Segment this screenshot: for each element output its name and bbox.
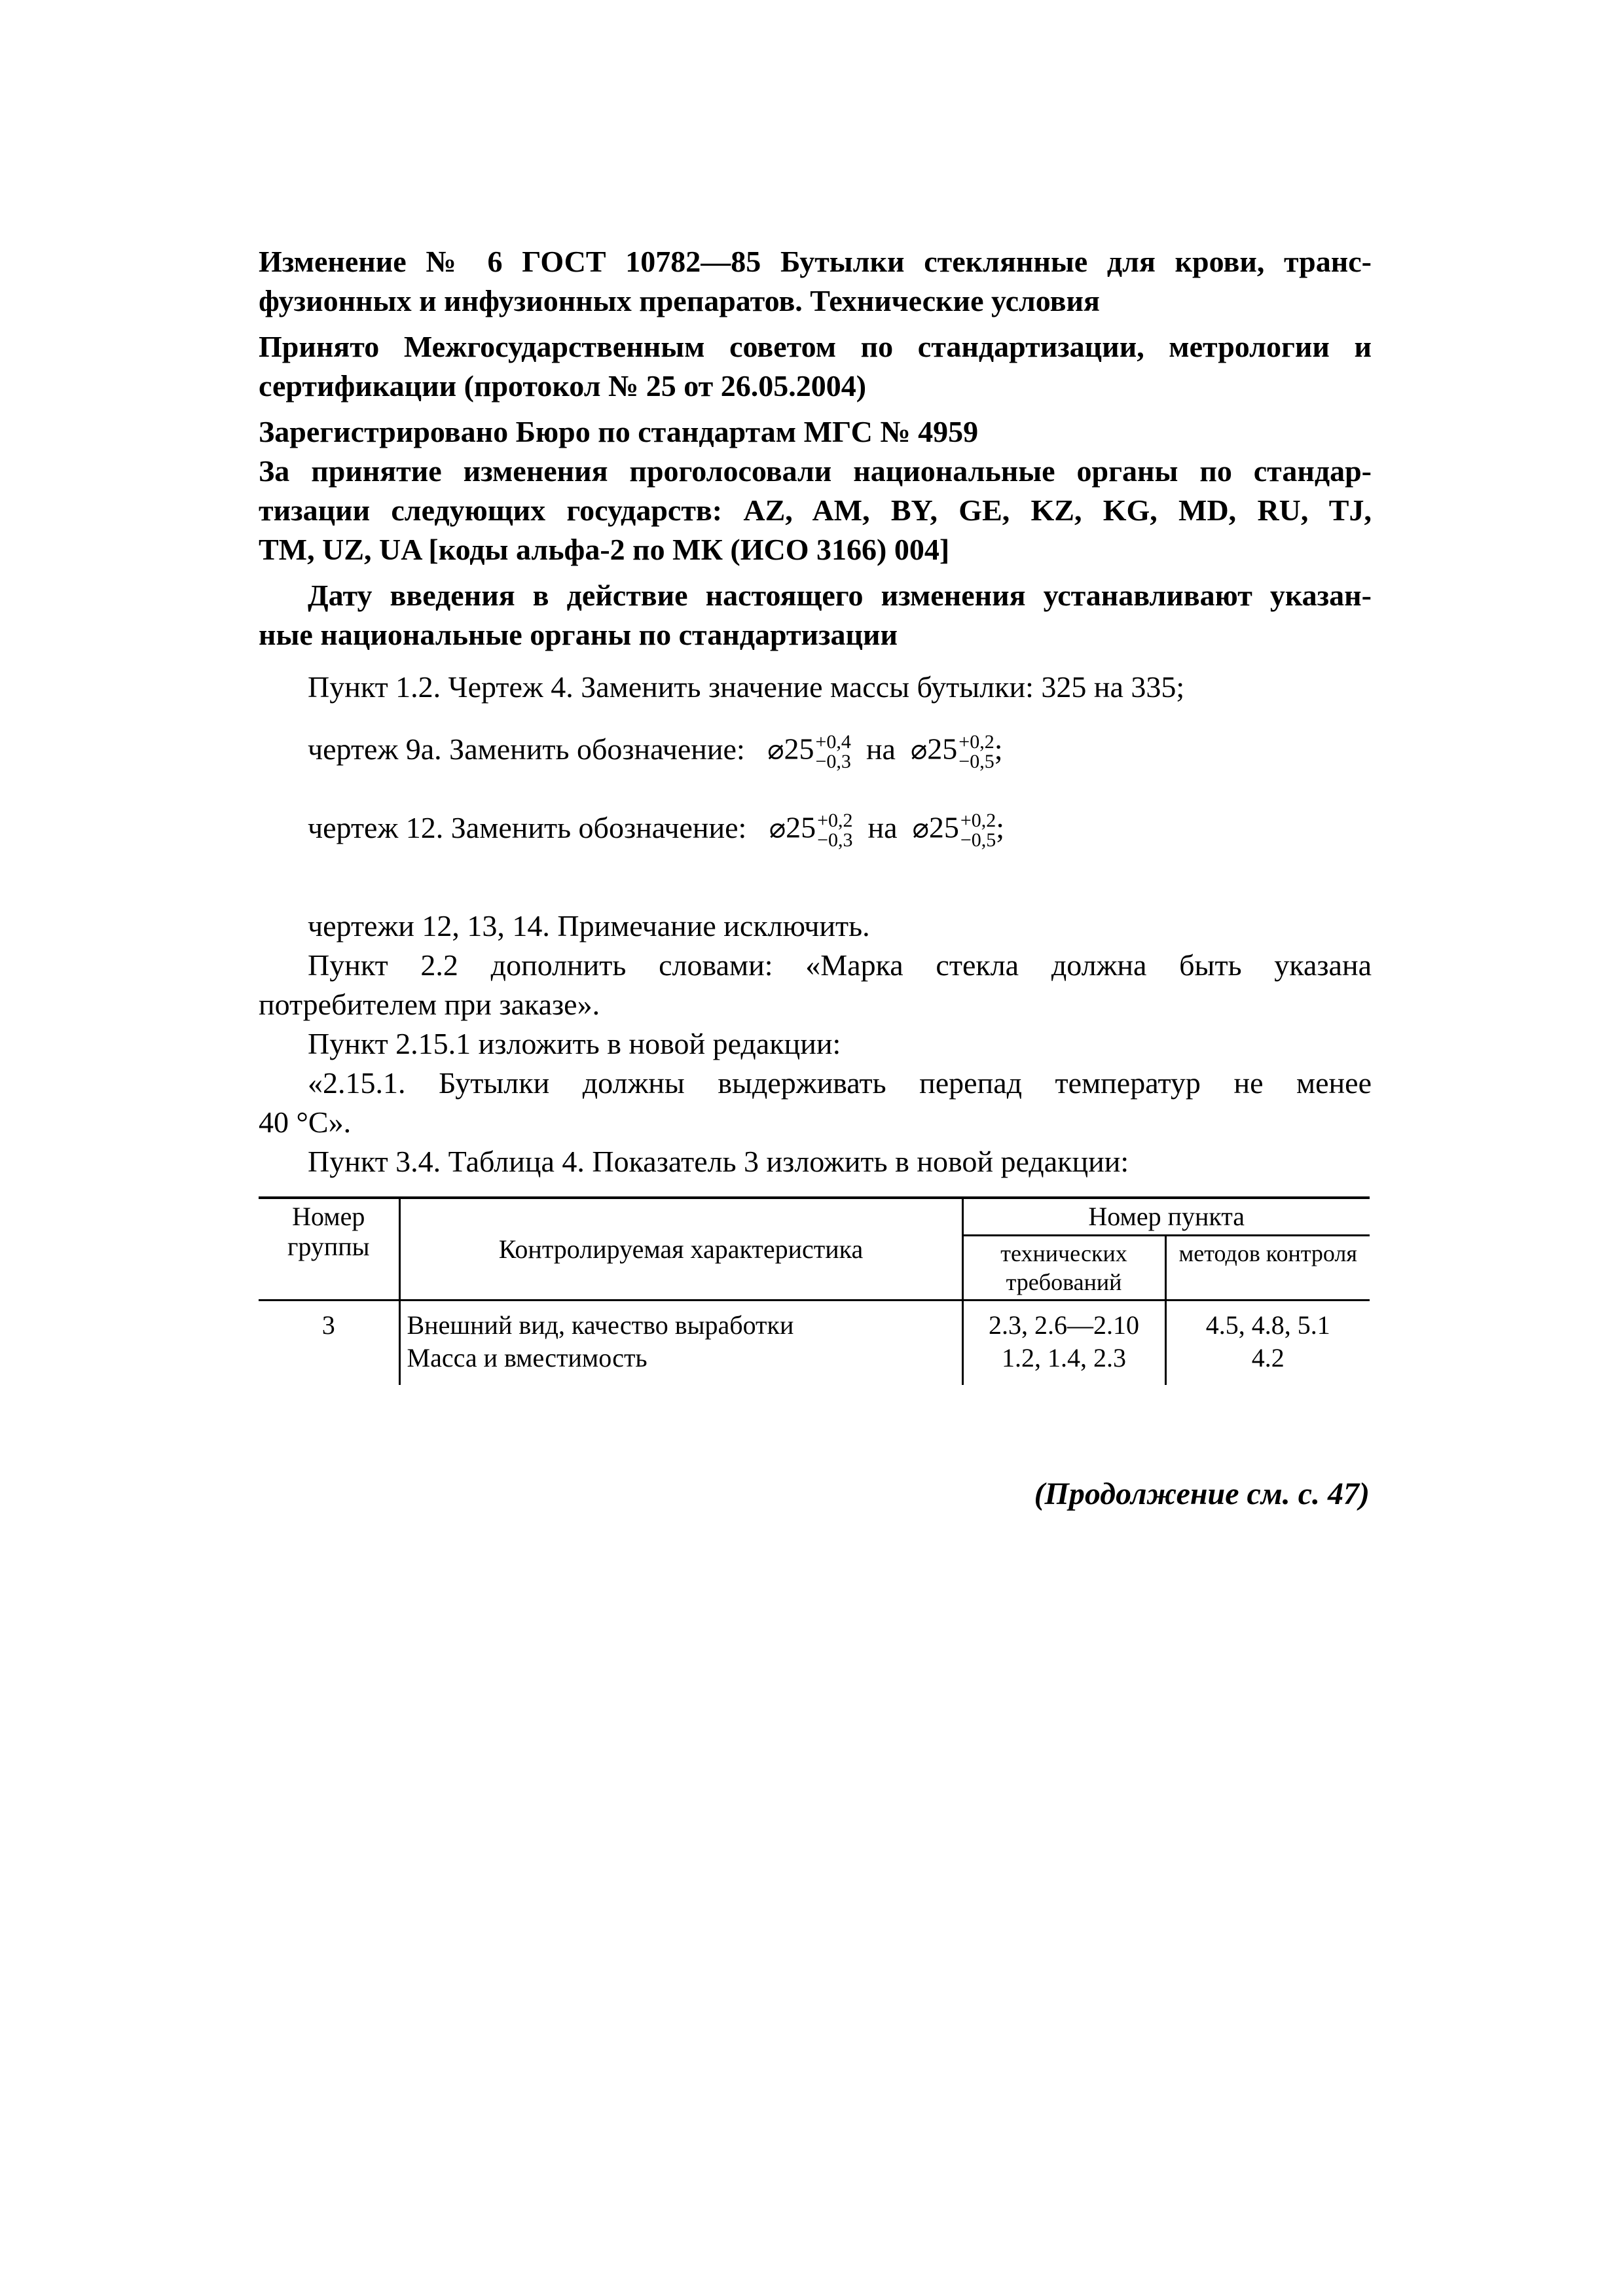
p7-line-2: 40 °С». bbox=[259, 1105, 352, 1139]
drawing-9a-change bbox=[259, 723, 1372, 776]
p1-text: Пункт 1.2. Чертеж 4. Заменить значение массы бутылки: 325 на 335; bbox=[308, 670, 1185, 704]
tol-upper: +0,2 bbox=[817, 810, 853, 832]
tol-upper: +0,4 bbox=[815, 731, 851, 753]
p7-line-1: «2.15.1. Бутылки должны выдерживать перепад температур не менее bbox=[308, 1066, 1372, 1100]
header-clause-number: Номер пункта bbox=[962, 1198, 1370, 1236]
effective-date-statement bbox=[259, 576, 1372, 655]
cell-characteristic-2: Масса и вместимость bbox=[399, 1343, 962, 1385]
tol-lower: −0,5 bbox=[960, 829, 996, 852]
adopted-line-1: Принято Межгосударственным советом по стандартизации, метрологии и bbox=[259, 330, 1372, 363]
registered-line: Зарегистрировано Бюро по стандартам МГС № 4959 bbox=[259, 415, 979, 448]
p3-mid: на bbox=[867, 811, 898, 844]
table-4-indicator-3 bbox=[259, 1196, 1370, 1385]
tolerance-old-9a bbox=[767, 732, 851, 772]
cell-tech-2: 1.2, 1.4, 2.3 bbox=[962, 1343, 1165, 1385]
header-technical-requirements: технических требований bbox=[962, 1236, 1165, 1300]
p4-text: чертежи 12, 13, 14. Примечание исключить. bbox=[308, 909, 870, 942]
tolerance-old-12 bbox=[769, 811, 853, 850]
date-line-2: ные национальные органы по стандартизации bbox=[259, 618, 898, 651]
p3-prefix: чертеж 12. Заменить обозначение: bbox=[308, 811, 747, 844]
header-characteristic: Контролируемая характеристика bbox=[399, 1198, 962, 1300]
tol-upper: +0,2 bbox=[960, 810, 996, 832]
diameter-icon: ⌀ bbox=[769, 812, 786, 844]
tolerance-new-9a bbox=[911, 732, 994, 772]
p2-mid: на bbox=[866, 732, 896, 766]
cell-tech-1: 2.3, 2.6—2.10 bbox=[962, 1300, 1165, 1344]
tol-lower: −0,3 bbox=[817, 829, 853, 852]
adoption-statement bbox=[259, 327, 1372, 406]
title-line-1: Изменение № 6 ГОСТ 10782—85 Бутылки стеклянные для крови, транс- bbox=[259, 245, 1372, 278]
p6-text: Пункт 2.15.1 изложить в новой редакции: bbox=[308, 1027, 841, 1060]
p5-line-2: потребителем при заказе». bbox=[259, 988, 600, 1021]
tol-lower: −0,5 bbox=[958, 751, 994, 773]
p2-line bbox=[259, 723, 1372, 776]
p8-text: Пункт 3.4. Таблица 4. Показатель 3 изложить в новой редакции: bbox=[308, 1145, 1129, 1178]
tol-base: 25 bbox=[928, 811, 959, 844]
table-row bbox=[259, 1300, 1370, 1344]
p3-line bbox=[259, 802, 1372, 854]
tol-base: 25 bbox=[927, 732, 958, 766]
drawing-12-change bbox=[259, 802, 1372, 854]
tol-lower: −0,3 bbox=[815, 751, 851, 773]
cell-characteristic-1: Внешний вид, качество выработки bbox=[399, 1300, 962, 1344]
cell-methods-2: 4.2 bbox=[1165, 1343, 1370, 1385]
p2-end: ; bbox=[994, 732, 1003, 766]
cell-methods-1: 4.5, 4.8, 5.1 bbox=[1165, 1300, 1370, 1344]
clause-body-text bbox=[259, 906, 1372, 1181]
continuation-note: (Продолжение см. с. 47) bbox=[1034, 1477, 1370, 1511]
amendment-title bbox=[259, 242, 1372, 321]
table-row bbox=[259, 1343, 1370, 1385]
diameter-icon: ⌀ bbox=[910, 734, 928, 766]
diameter-icon: ⌀ bbox=[767, 734, 784, 766]
tol-base: 25 bbox=[786, 811, 816, 844]
tolerance-new-12 bbox=[913, 811, 996, 850]
header-group-number: Номер группы bbox=[259, 1198, 399, 1300]
diameter-icon: ⌀ bbox=[912, 812, 929, 844]
title-line-2: фузионных и инфузионных препаратов. Технические условия bbox=[259, 284, 1100, 317]
voted-line-2: тизации следующих государств: AZ, AM, BY, GE, KZ, KG, MD, RU, TJ, bbox=[259, 493, 1372, 527]
p5-line-1: Пункт 2.2 дополнить словами: «Марка стекла должна быть указана bbox=[308, 948, 1372, 982]
registration-statement bbox=[259, 412, 1372, 569]
clause-1-2 bbox=[259, 668, 1372, 707]
p2-prefix: чертеж 9а. Заменить обозначение: bbox=[308, 732, 745, 766]
cell-group: 3 bbox=[259, 1300, 399, 1386]
header-control-methods: методов контроля bbox=[1165, 1236, 1370, 1300]
voted-line-3: TM, UZ, UA [коды альфа-2 по МК (ИСО 3166) 004] bbox=[259, 533, 950, 566]
date-line-1: Дату введения в действие настоящего изменения устанавливают указан- bbox=[308, 579, 1372, 612]
tol-upper: +0,2 bbox=[958, 731, 994, 753]
p3-end: ; bbox=[996, 811, 1005, 844]
voted-line-1: За принятие изменения проголосовали национальные органы по стандар- bbox=[259, 454, 1372, 488]
adopted-line-2: сертификации (протокол № 25 от 26.05.2004) bbox=[259, 369, 867, 403]
tol-base: 25 bbox=[784, 732, 814, 766]
